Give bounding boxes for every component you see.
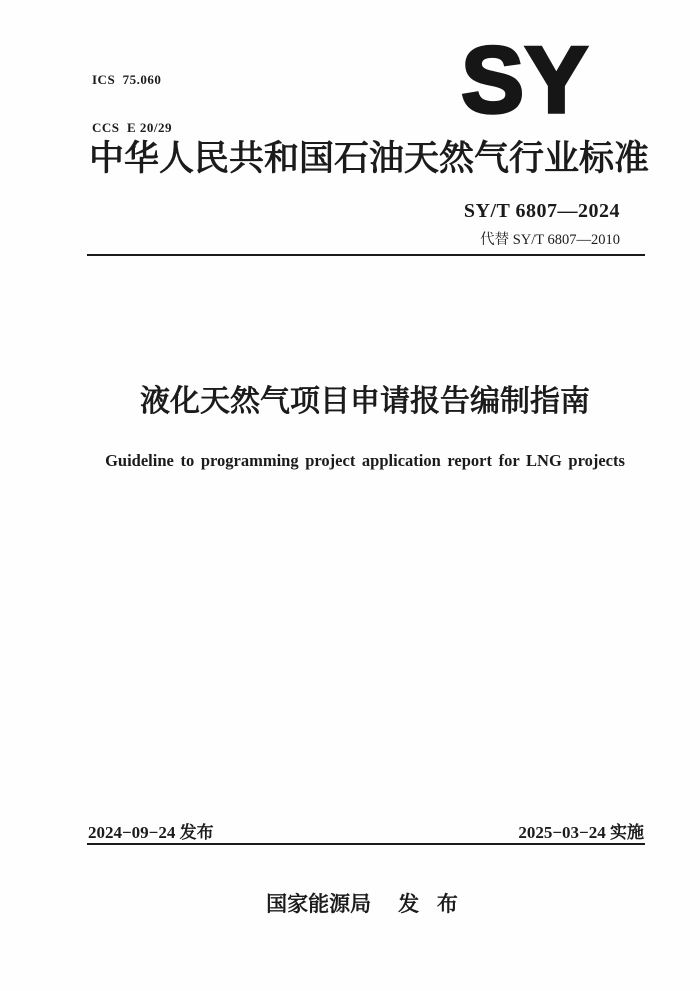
- date-row: [88, 818, 644, 843]
- top-divider-line: [87, 254, 645, 256]
- replaces-note: 代替 SY/T 6807—2010: [480, 232, 620, 248]
- issuer-row: [30, 888, 700, 918]
- document-title-chinese: 液化天然气项目申请报告编制指南: [140, 385, 590, 418]
- issuer-name: 国家能源局: [266, 893, 372, 916]
- implement-date: 2025−03−24 实施: [518, 823, 644, 842]
- ccs-code: CCS E 20/29: [92, 120, 173, 135]
- standard-number: SY/T 6807—2024: [463, 200, 620, 222]
- issuer-action: 发 布: [398, 893, 464, 916]
- bottom-divider-line: [87, 843, 645, 845]
- document-title-english: Guideline to programming project application report for LNG projects: [105, 451, 625, 470]
- sy-standard-logo: SY: [461, 27, 589, 132]
- ics-code: ICS 75.060: [92, 72, 162, 87]
- issue-date: 2024−09−24 发布: [88, 823, 214, 842]
- standard-category-title: 中华人民共和国石油天然气行业标准: [89, 139, 650, 178]
